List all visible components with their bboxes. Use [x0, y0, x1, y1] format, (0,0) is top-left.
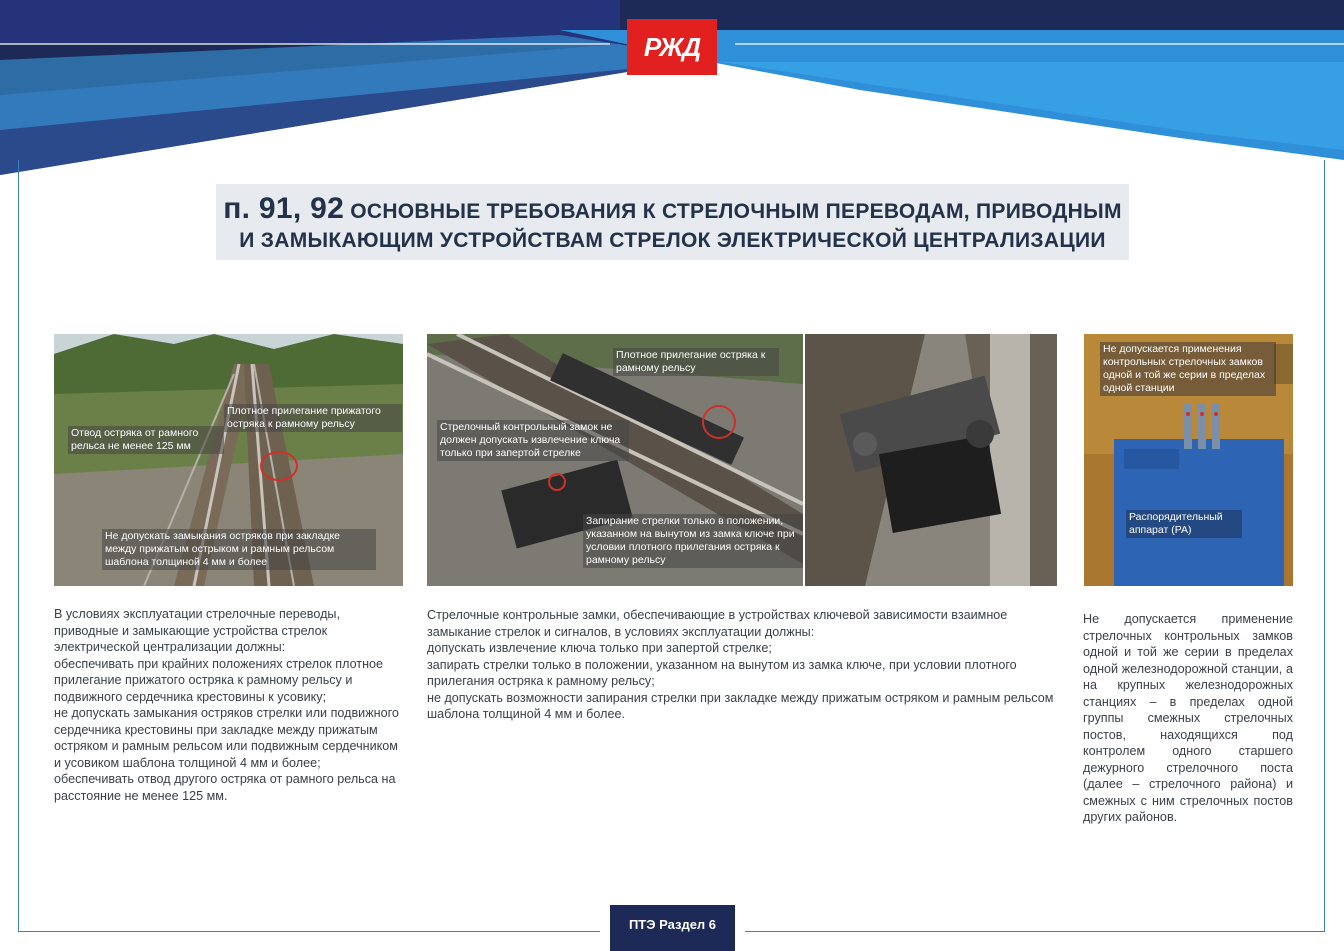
photo1-caption-1: Отвод остряка от рамного рельса не менее 125 мм: [68, 426, 224, 454]
text-left-1: В условиях эксплуатации стрелочные переводы, приводные и замыкающие устройства стрелок электрической централизации должны:: [54, 607, 340, 654]
photo1-caption-3: Не допускать замыкания остряков при закладке между прижатым острыком и рамным рельсом шаблона толщиной 4 мм и более: [102, 529, 376, 570]
photo-switch-track: [54, 334, 403, 586]
text-left-3: не допускать замыкания остряков стрелки или подвижного сердечника крестовины при закладке между прижатым остряком и рамным рельсом или подвижным сердечником и усовиком шаблона толщиной 4 мм и более;: [54, 706, 399, 770]
photo-lock-closeup: [805, 334, 1057, 586]
text-left-2: обеспечивать при крайних положениях стрелок плотное прилегание прижатого остряка к рамному рельсу и подвижного сердечника крестовины к усовику;: [54, 656, 384, 704]
title-box: [216, 184, 1129, 260]
photo-control-apparatus: [1084, 334, 1293, 586]
photo1-caption-2: Плотное прилегание прижатого остряка к рамному рельсу: [224, 404, 402, 432]
section-label: ПТЭ Раздел 6: [610, 905, 735, 951]
text-right: [1083, 611, 1293, 826]
title-text-2: И ЗАМЫКАЮЩИМ УСТРОЙСТВАМ СТРЕЛОК ЭЛЕКТРИЧЕСКОЙ ЦЕНТРАЛИЗАЦИИ: [239, 229, 1106, 252]
text-middle-4: не допускать возможности запирания стрелки при закладке между прижатым остряком и рамным рельсом шаблона толщиной 4 мм и более.: [427, 690, 1054, 721]
photo2-caption-3: Запирание стрелки только в положении, указанном на вынутом из замка ключе при условии плотного прилегания остряка к рамному рельсу: [583, 514, 803, 568]
rzd-logo: РЖД: [627, 19, 717, 75]
photo4-caption-2: Распорядительный аппарат (РА): [1126, 510, 1242, 538]
photo4-caption-1: Не допускается применения контрольных стрелочных замков одной и той же серии в пределах одной станции: [1100, 342, 1276, 396]
text-left-4: обеспечивать отвод другого остряка от рамного рельса на расстояние не менее 125 мм.: [54, 772, 396, 803]
text-right-1: Не допускается применение стрелочных контрольных замков одной и той же серии в пределах одной железнодорожной станции, а на крупных железнодорожных станциях – в пределах одной группы смежных стрелочных постов, находящихся под контролем одного старшего дежурного стрелочного поста (далее – стрелочного района) и смежных с ним стрелочных постов других районов.: [1083, 612, 1293, 824]
photo-switch-lock: [427, 334, 803, 586]
text-left: [54, 606, 404, 804]
text-middle: [427, 607, 1057, 723]
title-number: п. 91, 92: [223, 192, 345, 225]
title-text-1: ОСНОВНЫЕ ТРЕБОВАНИЯ К СТРЕЛОЧНЫМ ПЕРЕВОДАМ, ПРИВОДНЫМ: [350, 200, 1122, 223]
photo2-caption-1: Плотное прилегание остряка к рамному рельсу: [613, 348, 779, 376]
title-line-1: [216, 194, 1129, 226]
text-middle-1: Стрелочные контрольные замки, обеспечивающие в устройствах ключевой зависимости взаимное замыкание стрелок и сигналов, в условиях эксплуатации должны:: [427, 608, 1008, 639]
text-middle-3: запирать стрелки только в положении, указанном на вынутом из замка ключе, при условии плотного прилегания остряка к рамному рельсу;: [427, 657, 1017, 688]
photo2-caption-2: Стрелочный контрольный замок не должен допускать извлечение ключа только при запертой стрелке: [437, 420, 629, 461]
text-middle-2: допускать извлечение ключа только при запертой стрелке;: [427, 641, 772, 655]
